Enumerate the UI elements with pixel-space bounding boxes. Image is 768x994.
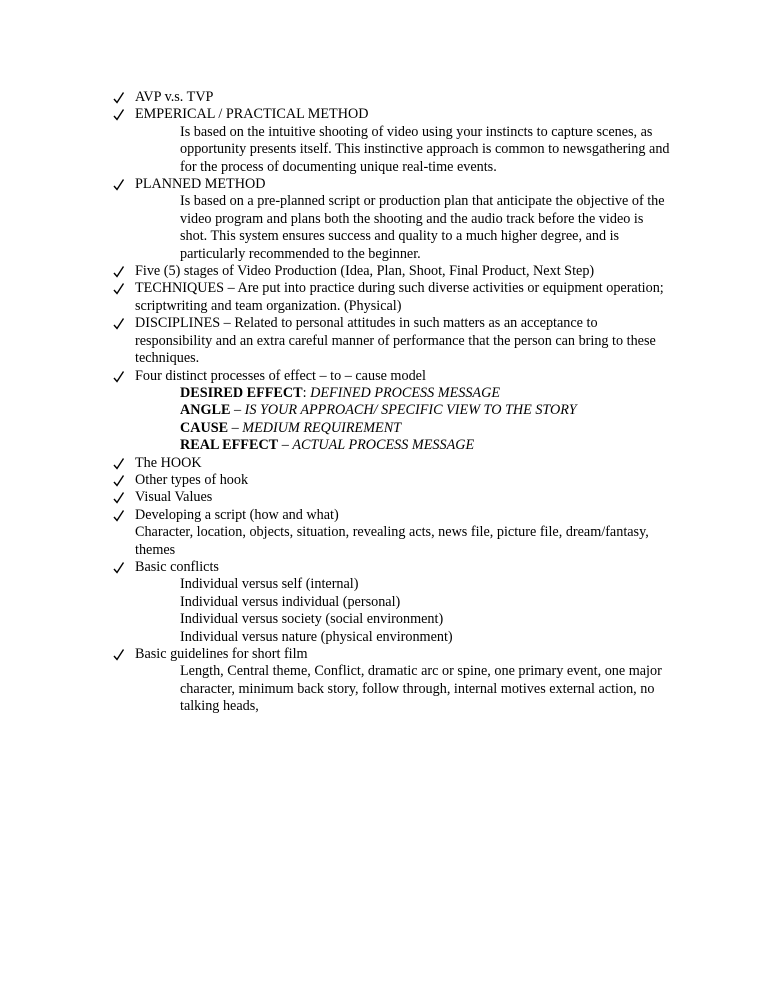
checkmark-icon: [112, 280, 126, 297]
list-item: [112, 559, 672, 646]
checkmark-icon: [112, 176, 126, 193]
item-label: Five (5) stages of Video Production (Idea, Plan, Shoot, Final Product, Next Step): [135, 263, 595, 280]
item-label: Basic guidelines for short film: [135, 646, 308, 662]
checkmark-icon: [112, 472, 126, 489]
effect-line: REAL EFFECT – ACTUAL PROCESS MESSAGE: [180, 437, 475, 454]
checkmark-icon: [112, 489, 126, 506]
list-item: [112, 472, 672, 489]
list-item: [112, 280, 672, 315]
item-label: Developing a script (how and what): [135, 506, 339, 523]
checkmark-icon: [112, 89, 126, 106]
effect-line: ANGLE – IS YOUR APPROACH/ SPECIFIC VIEW TO THE STORY: [180, 402, 577, 419]
conflict-line: Individual versus self (internal): [180, 576, 359, 593]
checkmark-icon: [112, 646, 126, 663]
item-label: Other types of hook: [135, 471, 249, 488]
conflict-line: Individual versus nature (physical environment): [180, 628, 453, 645]
list-item: [112, 489, 672, 506]
list-item: [112, 106, 672, 176]
list-item: [112, 646, 672, 716]
checkmark-icon: [112, 106, 126, 123]
item-label: AVP v.s. TVP: [135, 89, 214, 105]
item-detail: Is based on the intuitive shooting of video using your instincts to capture scenes, as opportunity presents itself. This instinctive approach is common to newsgathering and for the process of documenting unique real-time events.: [180, 123, 670, 175]
checkmark-icon: [112, 507, 126, 524]
item-label: DISCIPLINES – Related to personal attitudes in such matters as an acceptance to responsibility and an extra careful manner of performance that the person can bring to these techniques.: [135, 315, 656, 367]
item-label: PLANNED METHOD: [135, 176, 266, 193]
item-label: The HOOK: [135, 454, 202, 471]
conflict-line: Individual versus society (social environment): [180, 611, 444, 628]
list-item: [112, 315, 672, 367]
effect-line: DESIRED EFFECT: DEFINED PROCESS MESSAGE: [180, 384, 501, 401]
list-item: [112, 89, 672, 106]
item-label: EMPERICAL / PRACTICAL METHOD: [135, 106, 369, 123]
effect-line: CAUSE – MEDIUM REQUIREMENT: [180, 419, 402, 436]
list-item: [112, 455, 672, 472]
item-detail: Length, Central theme, Conflict, dramatic arc or spine, one primary event, one major character, minimum back story, follow through, internal motives external action, no talking heads,: [180, 663, 662, 715]
list-item: [112, 507, 672, 559]
item-label: TECHNIQUES – Are put into practice during such diverse activities or equipment operation; scriptwriting and team organization. (Physical): [135, 280, 664, 314]
checkmark-icon: [112, 315, 126, 332]
checkmark-icon: [112, 263, 126, 280]
item-label: Four distinct processes of effect – to – cause model: [135, 367, 426, 384]
item-label: Basic conflicts: [135, 558, 219, 575]
item-label: Visual Values: [135, 489, 213, 506]
conflict-line: Individual versus individual (personal): [180, 593, 401, 610]
item-detail: Is based on a pre-planned script or production plan that anticipate the objective of the video program and plans both the shooting and the audio track before the video is shot. This system ensures success and quality to a much higher degree, and is particularly recommended to the beginner.: [180, 193, 665, 262]
list-item: [112, 176, 672, 263]
checkmark-icon: [112, 559, 126, 576]
item-detail: Character, location, objects, situation, revealing acts, news file, picture file, dream/fantasy, themes: [135, 524, 649, 558]
list-item: [112, 368, 672, 455]
checkmark-icon: [112, 455, 126, 472]
document-body: [112, 89, 672, 716]
list-item: [112, 263, 672, 280]
checkmark-icon: [112, 368, 126, 385]
